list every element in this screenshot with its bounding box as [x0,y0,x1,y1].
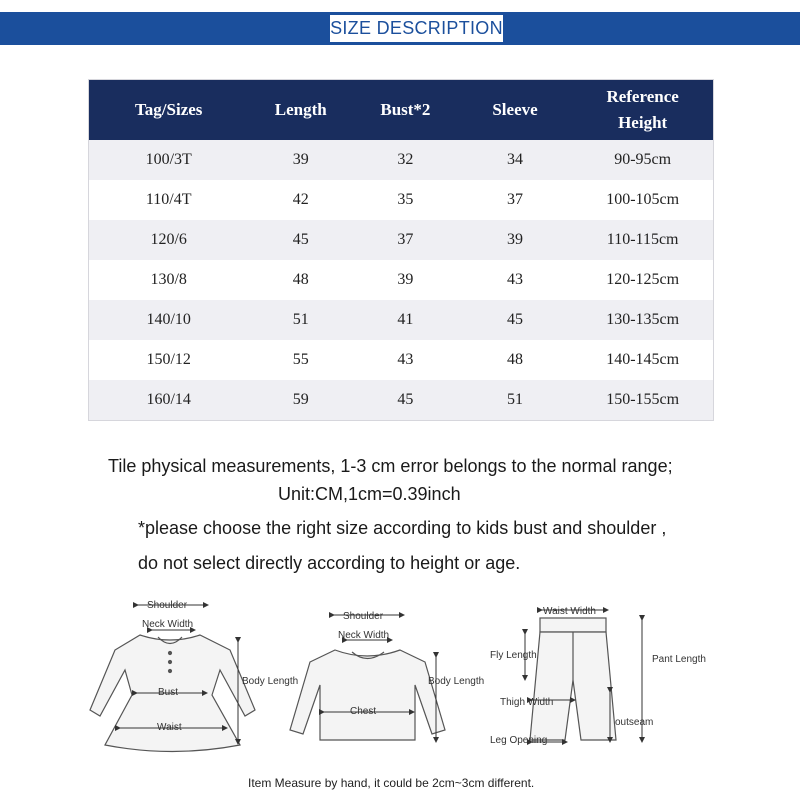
cell-length: 48 [248,260,353,300]
pants-waist-label: Waist Width [543,606,596,617]
table-row [89,140,714,180]
cell-height: 150-155cm [572,380,713,421]
cell-length: 59 [248,380,353,421]
header-sleeve: Sleeve [458,80,573,141]
table-row [89,300,714,340]
header-reference-height-text: Reference Height [606,87,679,132]
pants-outseam-label: outseam [615,717,654,728]
cell-sleeve: 43 [458,260,573,300]
pants-fly-label: Fly Length [490,650,537,661]
cell-sleeve: 51 [458,380,573,421]
cell-length: 55 [248,340,353,380]
header-tag-sizes: Tag/Sizes [89,80,249,141]
table-row [89,340,714,380]
cell-bust: 32 [353,140,458,180]
cell-height: 130-135cm [572,300,713,340]
cell-sleeve: 45 [458,300,573,340]
shirt-diagram [290,650,445,740]
cell-height: 100-105cm [572,180,713,220]
table-row [89,180,714,220]
dress-waist-label: Waist [157,722,182,733]
cell-size: 160/14 [89,380,249,421]
cell-height: 120-125cm [572,260,713,300]
note-measurement-error: Tile physical measurements, 1-3 cm error belongs to the normal range; [108,456,673,476]
cell-bust: 35 [353,180,458,220]
cell-bust: 39 [353,260,458,300]
pants-length-label: Pant Length [652,654,706,665]
header-length: Length [248,80,353,141]
cell-length: 45 [248,220,353,260]
cell-height: 110-115cm [572,220,713,260]
shirt-chest-label: Chest [350,706,377,717]
table-row [89,220,714,260]
cell-height: 140-145cm [572,340,713,380]
dress-bust-label: Bust [158,687,179,698]
footer-note: Item Measure by hand, it could be 2cm~3cm different. [248,776,535,790]
cell-sleeve: 39 [458,220,573,260]
shirt-body-length-label: Body Length [428,676,485,687]
header-bust: Bust*2 [353,80,458,141]
cell-length: 51 [248,300,353,340]
cell-bust: 37 [353,220,458,260]
table-row [89,380,714,421]
dress-body-length-label: Body Length [242,676,299,687]
size-table [88,79,714,421]
pants-leg-opening-label: Leg Opening [490,735,548,746]
table-header-row [89,80,714,141]
cell-sleeve: 37 [458,180,573,220]
dress-shoulder-label: Shoulder [147,600,188,611]
table-row [89,260,714,300]
header-reference-height [572,80,713,141]
cell-height: 90-95cm [572,140,713,180]
cell-sleeve: 34 [458,140,573,180]
shirt-neck-label: Neck Width [338,630,390,641]
pants-thigh-label: Thigh Width [500,697,554,708]
cell-size: 120/6 [89,220,249,260]
pants-diagram [530,618,616,740]
cell-size: 140/10 [89,300,249,340]
cell-bust: 45 [353,380,458,421]
cell-size: 100/3T [89,140,249,180]
cell-size: 130/8 [89,260,249,300]
cell-length: 39 [248,140,353,180]
measurement-diagrams [0,590,800,770]
cell-length: 42 [248,180,353,220]
cell-bust: 43 [353,340,458,380]
cell-size: 150/12 [89,340,249,380]
dress-neck-label: Neck Width [142,619,194,630]
note-unit: Unit:CM,1cm=0.39inch [278,484,461,504]
note-choose-size: *please choose the right size according to kids bust and shoulder , [138,518,667,538]
cell-sleeve: 48 [458,340,573,380]
shirt-shoulder-label: Shoulder [343,611,384,622]
cell-bust: 41 [353,300,458,340]
cell-size: 110/4T [89,180,249,220]
page-title: SIZE DESCRIPTION [329,14,504,43]
note-not-by-height: do not select directly according to height or age. [138,553,521,573]
